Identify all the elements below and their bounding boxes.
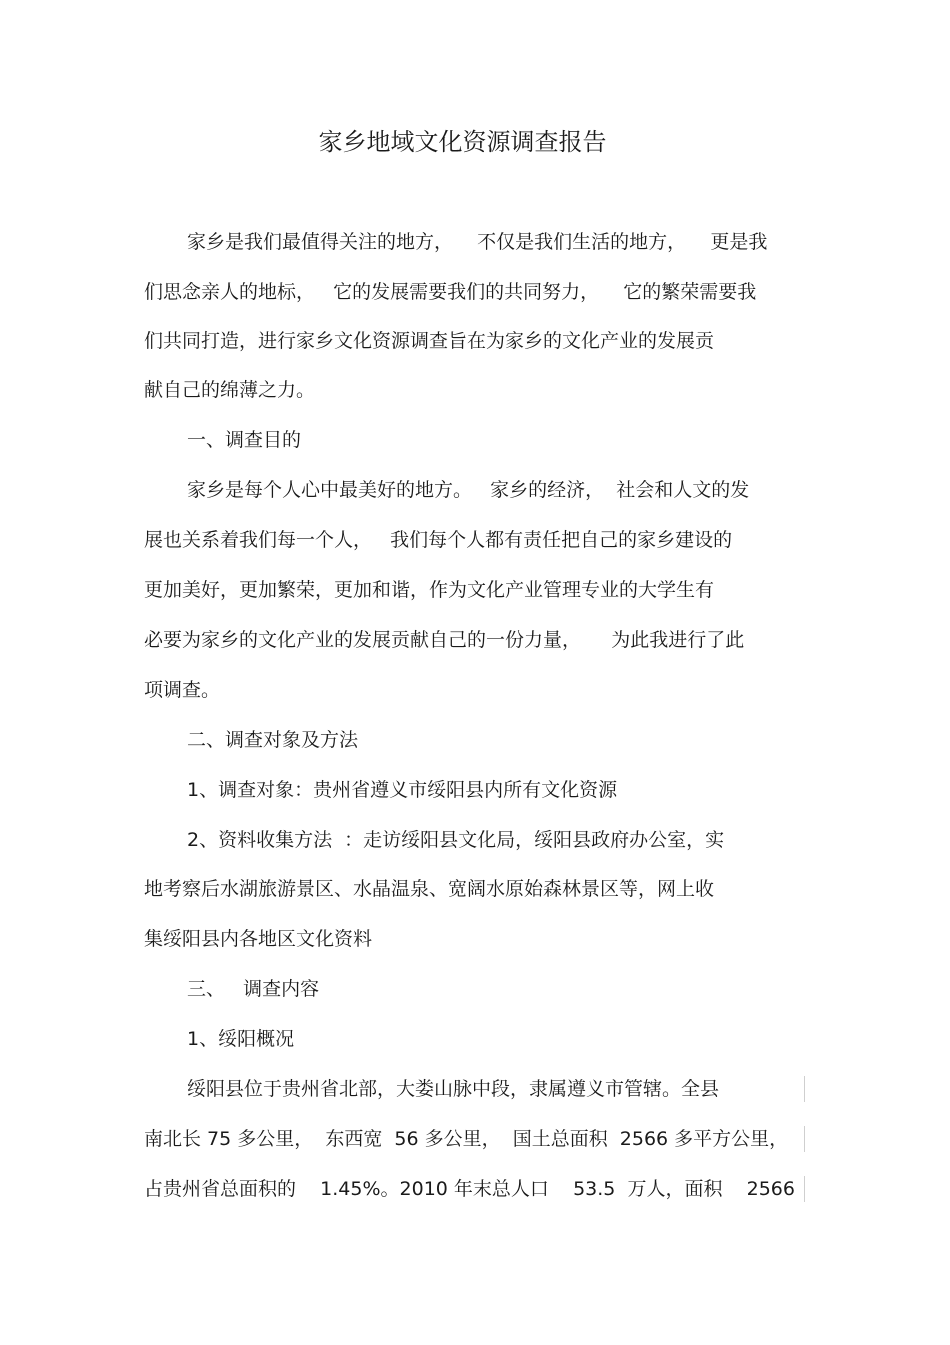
paragraph-line: 占贵州省总面积的 1.45%。2010 年末总人口 53.5 万人，面积 2566	[144, 1178, 795, 1200]
sub-heading: 1、绥阳概况	[187, 1028, 295, 1050]
paragraph-line: 家乡是每个人心中最美好的地方。 家乡的经济， 社会和人文的发	[187, 479, 750, 501]
paragraph-line: 更加美好，更加繁荣，更加和谐，作为文化产业管理专业的大学生有	[144, 579, 715, 601]
section-heading: 一、调查目的	[187, 429, 302, 451]
paragraph-line: 献自己的绵薄之力。	[144, 379, 316, 401]
text-box-edge	[804, 1126, 805, 1152]
paragraph-line: 地考察后水湖旅游景区、水晶温泉、宽阔水原始森林景区等，网上收	[144, 878, 715, 900]
paragraph-line: 展也关系着我们每一个人， 我们每个人都有责任把自己的家乡建设的	[144, 529, 733, 551]
section-heading: 三、 调查内容	[187, 978, 320, 1000]
paragraph-line: 必要为家乡的文化产业的发展贡献自己的一份力量， 为此我进行了此	[144, 629, 745, 651]
paragraph-line: 们共同打造，进行家乡文化资源调查旨在为家乡的文化产业的发展贡	[144, 330, 715, 352]
list-item: 1、调查对象：贵州省遵义市绥阳县内所有文化资源	[187, 779, 618, 801]
paragraph-line: 绥阳县位于贵州省北部，大娄山脉中段，隶属遵义市管辖。全县	[187, 1078, 720, 1100]
paragraph-line: 们思念亲人的地标， 它的发展需要我们的共同努力， 它的繁荣需要我	[144, 281, 757, 303]
section-heading: 二、调查对象及方法	[187, 729, 359, 751]
text-box-edge	[804, 1176, 805, 1202]
paragraph-line: 集绥阳县内各地区文化资料	[144, 928, 373, 950]
text-box-edge	[804, 1076, 805, 1102]
list-item: 2、资料收集方法 ：走访绥阳县文化局，绥阳县政府办公室，实	[187, 829, 725, 851]
paragraph-line: 家乡是我们最值得关注的地方， 不仅是我们生活的地方， 更是我	[187, 231, 768, 253]
paragraph-line: 项调查。	[144, 679, 221, 701]
paragraph-line: 南北长 75 多公里， 东西宽 56 多公里， 国土总面积 2566 多平方公里，	[144, 1128, 789, 1150]
document-title: 家乡地域文化资源调查报告	[318, 128, 607, 156]
